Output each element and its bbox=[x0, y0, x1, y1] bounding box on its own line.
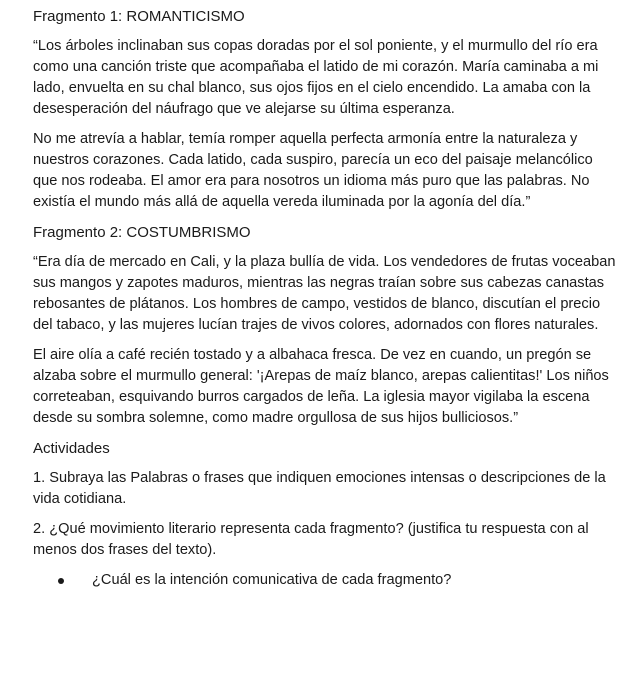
activity-bullet-item bbox=[33, 570, 617, 591]
activities-heading: Actividades bbox=[33, 440, 110, 457]
fragment-1-paragraph-1: “Los árboles inclinaban sus copas doradas por el sol poniente, y el murmullo del río era como una canción triste que acompañaba el latido de mi corazón. María caminaba a mi lado, envuelta en su chal blanco, sus ojos fijos en el cielo encendido. La amaba con la desesperación del náufrago que ve alejarse su última esperanza. bbox=[33, 38, 599, 117]
activity-bullet-text: ¿Cuál es la intención comunicativa de cada fragmento? bbox=[92, 572, 452, 588]
bullet-icon bbox=[58, 578, 64, 584]
fragment-1-paragraph-2: No me atrevía a hablar, temía romper aquella perfecta armonía entre la naturaleza y nuestros corazones. Cada latido, cada suspiro, parecía un eco del paisaje melancólico que nos rodeaba. El amor era para nosotros un idioma más puro que las palabras. No existía el mundo más allá de aquella vereda iluminada por la agonía del día.” bbox=[33, 131, 593, 210]
fragment-1-heading: Fragmento 1: ROMANTICISMO bbox=[33, 8, 245, 25]
fragment-2-paragraph-2: El aire olía a café recién tostado y a albahaca fresca. De vez en cuando, un pregón se alzaba sobre el murmullo general: '¡Arepas de maíz blanco, arepas calientitas!' Los niños correteaban, esquivando burros cargados de leña. La iglesia mayor vigilaba la escena desde su sombra solemne, como madre orgullosa de sus hijos bulliciosos.” bbox=[33, 347, 609, 426]
activity-item-2: 2. ¿Qué movimiento literario representa cada fragmento? (justifica tu respuesta con al menos dos frases del texto). bbox=[33, 521, 589, 558]
activity-item-1: 1. Subraya las Palabras o frases que indiquen emociones intensas o descripciones de la vida cotidiana. bbox=[33, 470, 606, 507]
fragment-2-paragraph-1: “Era día de mercado en Cali, y la plaza bullía de vida. Los vendedores de frutas voceaban sus mangos y zapotes maduros, mientras las negras traían sobre sus cabezas canastas rebosantes de plátanos. Los hombres de campo, vestidos de blanco, discutían el precio del tabaco, y las mujeres lucían trajes de vivos colores, adornados con flores naturales. bbox=[33, 254, 616, 333]
fragment-2-heading: Fragmento 2: COSTUMBRISMO bbox=[33, 224, 251, 241]
